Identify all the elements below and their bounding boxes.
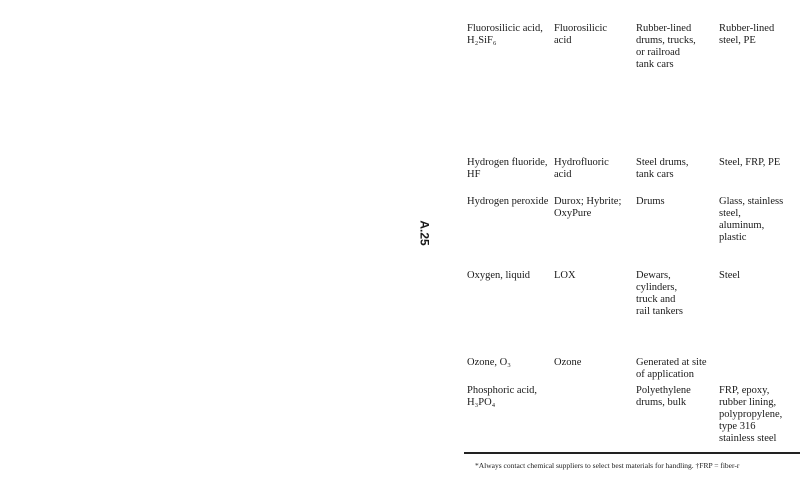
common-name-cell: Hydrofluoric acid xyxy=(554,157,609,180)
table-bottom-rule xyxy=(464,452,800,454)
chemical-cell: Oxygen, liquid xyxy=(467,270,530,281)
chemical-cell: Phosphoric acid, H₃PO₄ xyxy=(467,385,537,408)
chemical-cell: Hydrogen peroxide xyxy=(467,196,549,207)
materials-cell: Rubber-lined steel, PE xyxy=(719,23,775,46)
common-name-cell: LOX xyxy=(554,270,576,281)
shipping-cell: Polyethylene drums, bulk xyxy=(636,385,691,408)
materials-cell: Glass, stainless steel, aluminum, plastic xyxy=(719,196,784,243)
materials-cell: Steel, FRP, PE xyxy=(719,157,781,168)
shipping-cell: Dewars, cylinders, truck and rail tankers xyxy=(636,270,683,317)
chemical-cell: Fluorosilicic acid, H₂SiF₆ xyxy=(467,23,543,46)
shipping-cell: Steel drums, tank cars xyxy=(636,157,689,180)
shipping-cell: Rubber-lined drums, trucks, or railroad tank cars xyxy=(636,23,696,70)
materials-cell: FRP, epoxy, rubber lining, polypropylene, type 316 stainless steel xyxy=(719,385,783,444)
chemical-cell: Hydrogen fluoride, HF xyxy=(467,157,548,180)
shipping-cell: Generated at site of application xyxy=(636,357,707,380)
chemical-cell: Ozone, O₃ xyxy=(467,357,511,368)
shipping-cell: Drums xyxy=(636,196,665,207)
common-name-cell: Durox; Hybrite; OxyPure xyxy=(554,196,622,219)
common-name-cell: Fluorosilicic acid xyxy=(554,23,608,46)
common-name-cell: Ozone xyxy=(554,357,582,368)
footnote: *Always contact chemical suppliers to select best materials for handling. †FRP = fiber-r xyxy=(475,461,740,470)
materials-cell: Steel xyxy=(719,270,740,281)
page-number: A.25 xyxy=(417,220,432,246)
